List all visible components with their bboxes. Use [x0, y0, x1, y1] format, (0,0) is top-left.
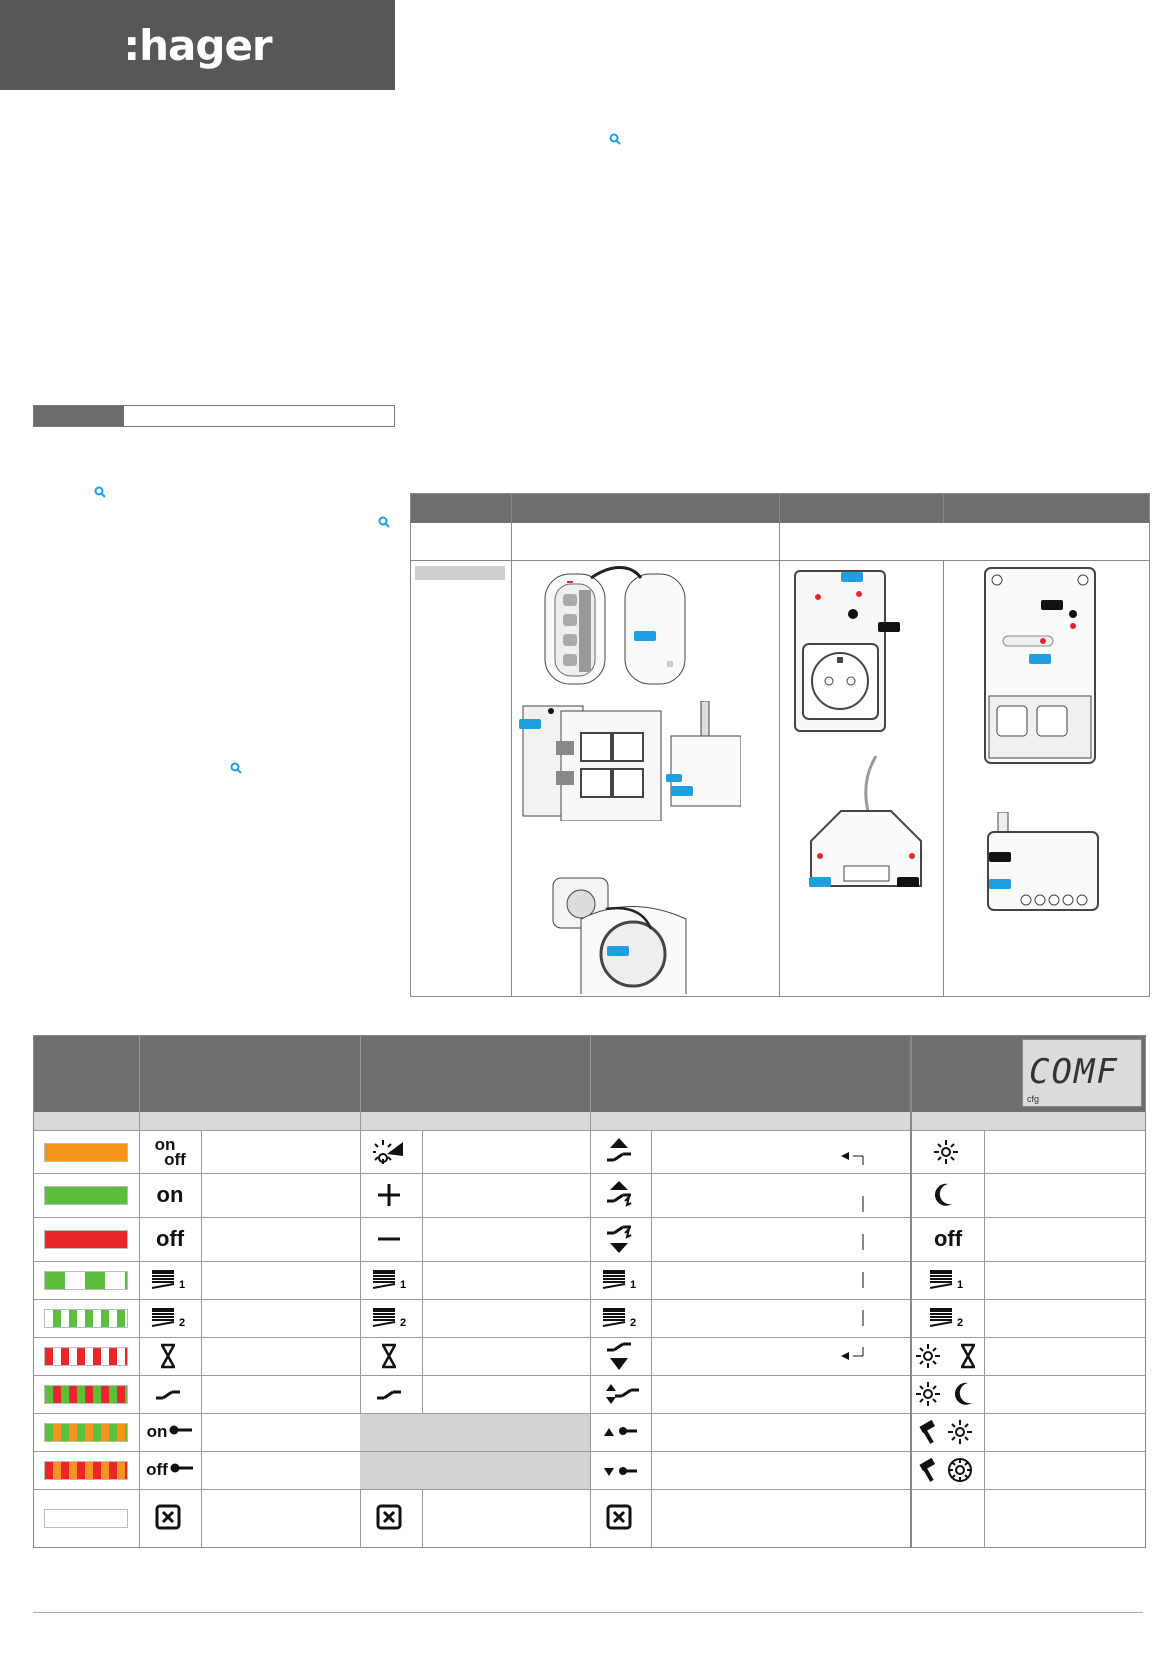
- led-red-orange-alt-swatch: [44, 1461, 128, 1480]
- moon-icon: [912, 1173, 984, 1217]
- led-red-blink-swatch: [44, 1347, 128, 1366]
- wall-transmitter-illustration: [521, 701, 741, 821]
- lcd-readout: COMF: [1029, 1052, 1119, 1092]
- switch-icon: [139, 1375, 201, 1413]
- sequence-bracket: [839, 1151, 879, 1366]
- led-orange-swatch: [44, 1143, 128, 1162]
- on-off-label: [139, 1130, 201, 1173]
- learn-button-marker: [1029, 654, 1051, 664]
- minus-icon: [360, 1217, 422, 1261]
- zoom-icon[interactable]: [230, 762, 242, 774]
- progress-fill: [34, 406, 124, 426]
- status-label: off: [155, 1226, 185, 1251]
- key-icon: [168, 1460, 194, 1481]
- up-switch-icon: [590, 1130, 651, 1173]
- divider: [943, 494, 944, 523]
- key-icon: [167, 1422, 193, 1443]
- learn-button-marker: [634, 631, 656, 641]
- led-green-blink-fast-swatch: [44, 1309, 128, 1328]
- rotary-module-illustration: [551, 874, 701, 994]
- led-green-swatch: [44, 1186, 128, 1205]
- sun-hourglass-icon: [912, 1337, 984, 1375]
- socket-receiver-illustration: [793, 569, 888, 734]
- blind-2-icon: [139, 1299, 201, 1337]
- cancel-icon: [360, 1489, 422, 1547]
- svg-text:1: 1: [957, 1279, 964, 1291]
- up-switch-flash-icon: [590, 1173, 651, 1217]
- divider: [943, 560, 944, 996]
- key-state-text: on: [146, 1422, 168, 1441]
- led-status-table: [33, 1035, 911, 1548]
- updown-switch-icon: [590, 1375, 651, 1413]
- column-divider: [984, 1130, 985, 1547]
- blind-1-icon: [360, 1261, 422, 1299]
- plus-icon: [360, 1173, 422, 1217]
- svg-text:2: 2: [957, 1317, 964, 1329]
- divider: [511, 494, 512, 996]
- down-switch-flash-icon: [590, 1217, 651, 1261]
- thermostat-table: [911, 1035, 1146, 1548]
- device-table-header: [411, 494, 1149, 523]
- svg-text:1: 1: [400, 1279, 407, 1291]
- led-table-subheader: [34, 1112, 910, 1130]
- led-green-blink-slow-swatch: [44, 1271, 128, 1290]
- on-text: on: [154, 1134, 176, 1154]
- blind-1-icon: [139, 1261, 201, 1299]
- label-placeholder: [415, 566, 505, 580]
- hammer-frost-icon: [912, 1451, 984, 1489]
- hager-logo: :hager: [123, 20, 272, 70]
- column-divider: [651, 1130, 652, 1547]
- svg-text:1: 1: [179, 1279, 186, 1291]
- divider: [779, 494, 780, 996]
- svg-text:2: 2: [629, 1317, 636, 1329]
- led-red-swatch: [44, 1230, 128, 1249]
- output-button-marker: [897, 877, 919, 887]
- hammer-sun-icon: [912, 1413, 984, 1451]
- sun-moon-icon: [912, 1375, 984, 1413]
- zoom-icon[interactable]: [94, 486, 106, 498]
- led-table-header: [34, 1036, 910, 1112]
- learn-button-marker: [989, 879, 1011, 889]
- svg-text:2: 2: [179, 1317, 186, 1329]
- learn-button-marker: [841, 572, 863, 582]
- blind-2-icon: [590, 1299, 651, 1337]
- blind-1-icon: [590, 1261, 651, 1299]
- light-sensor-icon: [360, 1130, 422, 1173]
- led-green-red-alt-swatch: [44, 1385, 128, 1404]
- micro-module-receiver-illustration: [806, 756, 926, 891]
- row-divider: [912, 1489, 1145, 1490]
- off-text: off: [164, 1149, 186, 1169]
- led-none-swatch: [44, 1509, 128, 1528]
- down-switch-icon: [590, 1337, 651, 1375]
- blind-2-icon: [912, 1299, 984, 1337]
- lcd-display: [1022, 1039, 1142, 1107]
- sun-icon: [912, 1130, 984, 1173]
- section-progress-bar: [33, 405, 395, 427]
- blind-1-icon: [912, 1261, 984, 1299]
- output-button-marker: [878, 622, 900, 632]
- status-label: on: [156, 1182, 184, 1207]
- heating-receiver-illustration: [983, 566, 1098, 766]
- learn-button-marker: [666, 774, 682, 782]
- heating-module-illustration: [986, 812, 1101, 912]
- hourglass-icon: [139, 1337, 201, 1375]
- led-green-orange-alt-swatch: [44, 1423, 128, 1442]
- down-key-icon: [590, 1451, 651, 1489]
- svg-text:1: 1: [629, 1279, 636, 1291]
- learn-button-marker: [809, 877, 831, 887]
- footer-divider: [33, 1612, 1143, 1613]
- output-button-marker: [1041, 600, 1063, 610]
- device-table: [410, 493, 1150, 997]
- on-key-label: [139, 1413, 201, 1451]
- switch-icon: [360, 1375, 422, 1413]
- cancel-icon: [139, 1489, 201, 1547]
- learn-button-marker: [519, 719, 541, 729]
- off-key-label: [139, 1451, 201, 1489]
- zoom-icon[interactable]: [609, 133, 621, 145]
- cancel-icon: [590, 1489, 651, 1547]
- output-button-marker: [989, 852, 1011, 862]
- thermostat-table-subheader: [912, 1112, 1145, 1130]
- key-state-text: off: [146, 1460, 168, 1479]
- learn-button-marker: [671, 786, 693, 796]
- status-label: off: [933, 1226, 963, 1251]
- brand-header: [0, 0, 395, 90]
- remote-control-illustration: [541, 566, 691, 691]
- up-key-icon: [590, 1413, 651, 1451]
- zoom-icon[interactable]: [378, 516, 390, 528]
- empty-cell: [360, 1414, 590, 1451]
- lcd-label: cfg: [1027, 1094, 1040, 1104]
- svg-text:2: 2: [400, 1317, 407, 1329]
- divider: [411, 560, 1149, 561]
- learn-button-marker: [607, 946, 629, 956]
- column-divider: [201, 1130, 202, 1547]
- hourglass-icon: [360, 1337, 422, 1375]
- empty-cell: [360, 1452, 590, 1489]
- blind-2-icon: [360, 1299, 422, 1337]
